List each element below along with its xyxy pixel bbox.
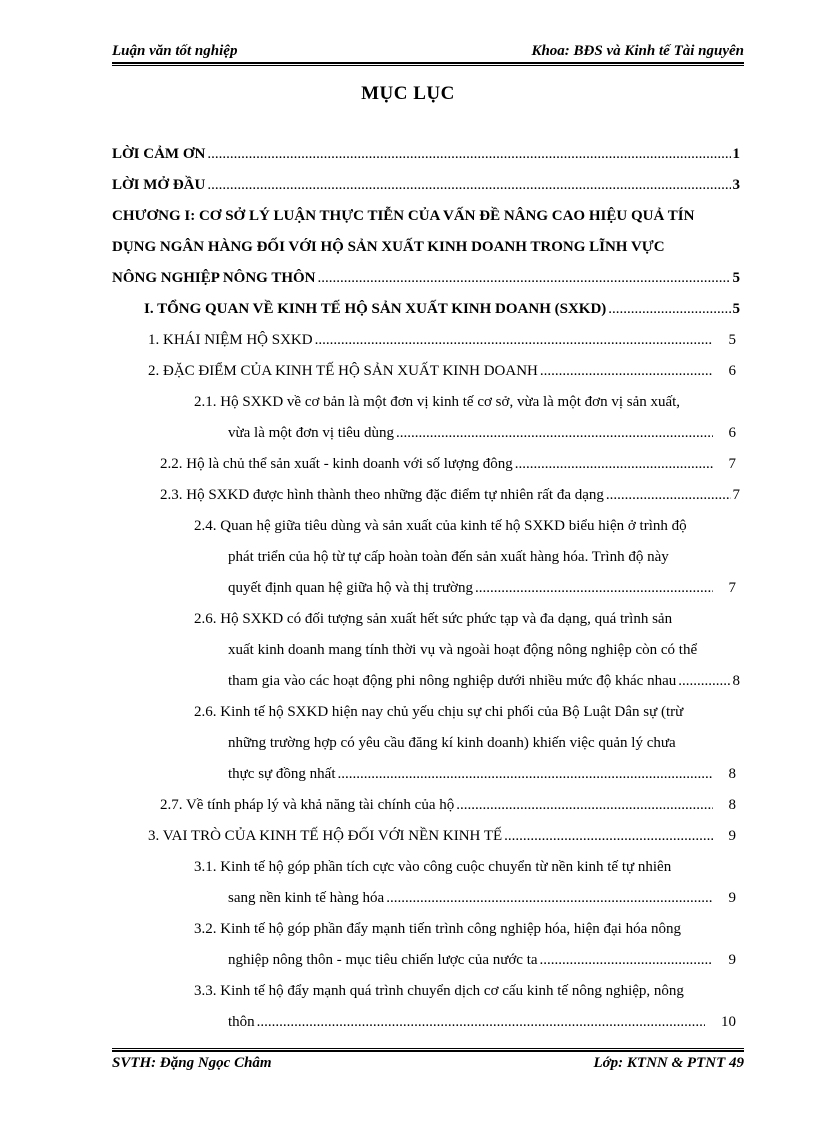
toc-entry-text: Kinh tế hộ góp phần tích cực vào công cuộc chuyển từ nền kinh tế tự nhiên xyxy=(220,859,672,875)
toc-entry-text: 2.7. Về tính pháp lý và khả năng tài chính của hộ xyxy=(160,797,455,813)
toc-entry-text: NÔNG NGHIỆP NÔNG THÔN xyxy=(112,270,316,286)
dot-leader xyxy=(338,759,713,790)
footer-rule xyxy=(112,1048,744,1052)
toc-page-number: 6 xyxy=(728,363,736,379)
toc-entry-number: 3.2. xyxy=(194,921,217,937)
dot-leader xyxy=(515,449,713,480)
toc-entry[interactable] xyxy=(160,480,740,511)
toc-entry-section[interactable] xyxy=(144,294,740,325)
toc-entry-text: Kinh tế hộ SXKD hiện nay chủ yếu chịu sự chi phối của Bộ Luật Dân sự (trừ xyxy=(220,704,684,720)
toc-entry[interactable] xyxy=(160,511,740,604)
toc-page-number: 7 xyxy=(728,580,736,596)
dot-leader xyxy=(207,139,730,170)
dot-leader xyxy=(606,480,731,511)
dot-leader xyxy=(207,170,730,201)
dot-leader xyxy=(678,666,730,697)
toc-entry-text: LỜI CẢM ƠN xyxy=(112,146,206,162)
toc-page-number: 9 xyxy=(728,890,736,906)
toc-entry-text: 2.2. Hộ là chủ thể sản xuất - kinh doanh với số lượng đông xyxy=(160,456,513,472)
toc-page-number: 6 xyxy=(728,425,736,441)
toc-page-number: 9 xyxy=(728,952,736,968)
dot-leader xyxy=(257,1007,705,1038)
toc-entry-text: thôn xyxy=(228,1014,255,1030)
toc-entry[interactable] xyxy=(160,604,740,697)
dot-leader xyxy=(318,263,731,294)
toc-entry[interactable] xyxy=(112,139,740,170)
toc-entry[interactable] xyxy=(160,387,740,449)
toc-entry-text: sang nền kinh tế hàng hóa xyxy=(228,890,385,906)
dot-leader xyxy=(315,325,713,356)
toc-entry-number: 2.6. xyxy=(194,611,217,627)
dot-leader xyxy=(396,418,712,449)
dot-leader xyxy=(540,356,713,387)
page-title: MỤC LỤC xyxy=(361,83,455,104)
toc-entry-number: 2.6. xyxy=(194,704,217,720)
toc-page-number: 7 xyxy=(728,456,736,472)
toc-entry[interactable] xyxy=(160,914,740,976)
toc-page-number: 5 xyxy=(732,270,740,286)
toc-page-number: 9 xyxy=(728,828,736,844)
toc-entry-text: thực sự đồng nhất xyxy=(228,766,336,782)
dot-leader xyxy=(475,573,713,604)
toc-entry-text: vừa là một đơn vị tiêu dùng xyxy=(228,425,395,441)
toc-entry[interactable] xyxy=(160,852,740,914)
toc-entry-text: DỤNG NGÂN HÀNG ĐỐI VỚI HỘ SẢN XUẤT KINH DOANH TRONG LĨNH VỰC xyxy=(112,239,665,255)
toc-entry-text: phát triển của hộ từ tự cấp hoàn toàn đến sản xuất hàng hóa. Trình độ này xyxy=(228,549,669,565)
toc-entry-text: tham gia vào các hoạt động phi nông nghiệp dưới nhiều mức độ khác nhau xyxy=(228,673,677,689)
page-header xyxy=(112,43,744,63)
dot-leader xyxy=(386,883,712,914)
dot-leader xyxy=(608,294,730,325)
header-right: Khoa: BĐS và Kinh tế Tài nguyên xyxy=(531,43,744,59)
toc-entry-text: 3. VAI TRÒ CỦA KINH TẾ HỘ ĐỐI VỚI NỀN KINH TẾ xyxy=(148,828,503,844)
toc-entry-text: 2.3. Hộ SXKD được hình thành theo những đặc điểm tự nhiên rất đa dạng xyxy=(160,487,604,503)
toc-entry-text: Quan hệ giữa tiêu dùng và sản xuất của kinh tế hộ SXKD biểu hiện ở trình độ xyxy=(220,518,687,534)
toc-entry[interactable] xyxy=(148,325,740,356)
toc-page-number: 8 xyxy=(732,673,740,689)
toc-entry-text: Hộ SXKD về cơ bản là một đơn vị kinh tế cơ sở, vừa là một đơn vị sản xuất, xyxy=(220,394,681,410)
dot-leader xyxy=(504,821,712,852)
toc-page-number: 8 xyxy=(728,797,736,813)
toc-entry-text: nghiệp nông thôn - mục tiêu chiến lược của nước ta xyxy=(228,952,538,968)
toc-entry[interactable] xyxy=(160,449,740,480)
toc-entry-number: 2.4. xyxy=(194,518,217,534)
header-rule xyxy=(112,62,744,66)
toc-entry-number: 2.1. xyxy=(194,394,217,410)
toc-page-number: 5 xyxy=(728,332,736,348)
toc-page-number: 7 xyxy=(732,487,740,503)
toc-entry-text: Kinh tế hộ đẩy mạnh quá trình chuyển dịch cơ cấu kinh tế nông nghiệp, nông xyxy=(220,983,684,999)
toc-entry[interactable] xyxy=(160,976,740,1038)
toc-entry-chapter[interactable] xyxy=(112,201,740,294)
toc-entry-text: I. TỔNG QUAN VỀ KINH TẾ HỘ SẢN XUẤT KINH DOANH (SXKD) xyxy=(144,301,607,317)
table-of-contents xyxy=(112,139,740,1038)
dot-leader xyxy=(456,790,712,821)
toc-entry-text: 2. ĐẶC ĐIỂM CỦA KINH TẾ HỘ SẢN XUẤT KINH DOANH xyxy=(148,363,538,379)
toc-entry-text: những trường hợp có yêu cầu đăng kí kinh doanh) khiến việc quản lý chưa xyxy=(228,735,676,751)
toc-entry-text: Hộ SXKD có đối tượng sản xuất hết sức phức tạp và đa dạng, quá trình sản xyxy=(220,611,673,627)
toc-entry[interactable] xyxy=(148,821,740,852)
dot-leader xyxy=(540,945,713,976)
toc-entry-number: 3.1. xyxy=(194,859,217,875)
toc-entry-number: 3.3. xyxy=(194,983,217,999)
footer-left: SVTH: Đặng Ngọc Châm xyxy=(112,1055,272,1071)
toc-entry-text: Kinh tế hộ góp phần đẩy mạnh tiến trình công nghiệp hóa, hiện đại hóa nông xyxy=(220,921,681,937)
toc-entry-text: LỜI MỞ ĐẦU xyxy=(112,177,206,193)
toc-page-number: 10 xyxy=(721,1014,736,1030)
toc-entry-text: xuất kinh doanh mang tính thời vụ và ngoài hoạt động nông nghiệp còn có thể xyxy=(228,642,698,658)
toc-page-number: 3 xyxy=(732,177,740,193)
toc-page-number: 1 xyxy=(732,146,740,162)
footer-right: Lớp: KTNN & PTNT 49 xyxy=(593,1055,744,1071)
toc-entry[interactable] xyxy=(160,790,740,821)
toc-entry[interactable] xyxy=(148,356,740,387)
toc-entry[interactable] xyxy=(160,697,740,790)
toc-page-number: 8 xyxy=(728,766,736,782)
toc-entry-text: CHƯƠNG I: CƠ SỞ LÝ LUẬN THỰC TIỄN CỦA VẤN ĐỀ NÂNG CAO HIỆU QUẢ TÍN xyxy=(112,208,695,224)
header-left: Luận văn tốt nghiệp xyxy=(112,43,238,59)
toc-entry-text: 1. KHÁI NIỆM HỘ SXKD xyxy=(148,332,313,348)
toc-entry-text: quyết định quan hệ giữa hộ và thị trường xyxy=(228,580,473,596)
toc-page-number: 5 xyxy=(732,301,740,317)
toc-entry[interactable] xyxy=(112,170,740,201)
